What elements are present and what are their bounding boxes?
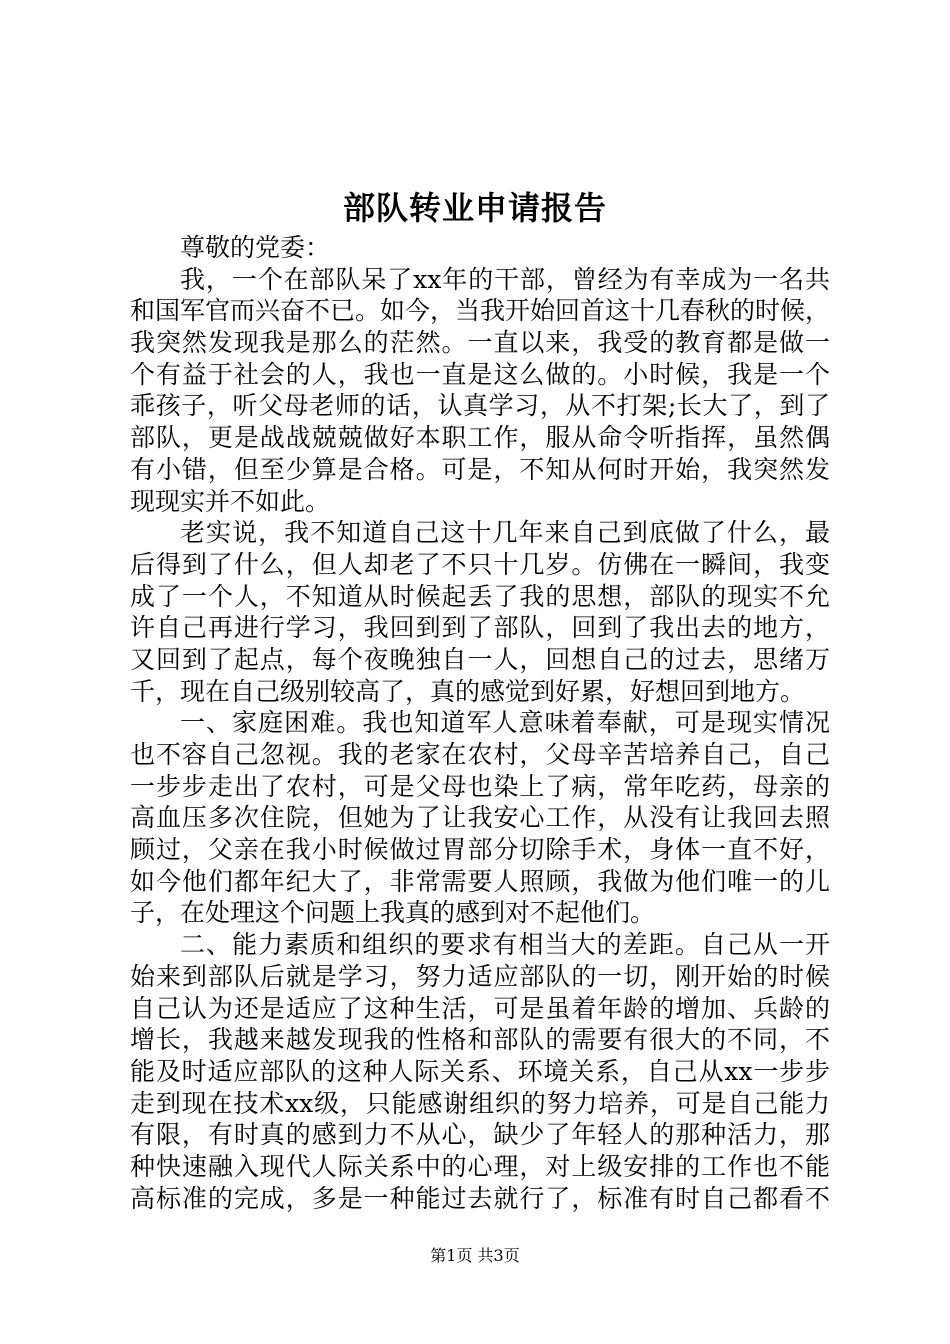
text-line: 乖孩子，听父母老师的话，认真学习，从不打架;长大了，到了 xyxy=(130,391,830,421)
text-line: 走到现在技术xx级，只能感谢组织的努力培养，可是自己能力 xyxy=(130,1088,830,1118)
text-line: 一步步走出了农村，可是父母也染上了病，常年吃药，母亲的 xyxy=(130,771,830,801)
text-line: 有限，有时真的感到力不从心，缺少了年轻人的那种活力，那 xyxy=(130,1120,830,1150)
text-line: 有小错，但至少算是合格。可是，不知从何时开始，我突然发 xyxy=(130,454,830,484)
text-line: 千，现在自己级别较高了，真的感觉到好累，好想回到地方。 xyxy=(130,676,806,706)
text-line: 种快速融入现代人际关系中的心理，对上级安排的工作也不能 xyxy=(130,1151,830,1181)
text-line: 部队，更是战战兢兢做好本职工作，服从命令听指挥，虽然偶 xyxy=(130,423,830,453)
text-line: 自己认为还是适应了这种生活，可是虽着年龄的增加、兵龄的 xyxy=(130,993,830,1023)
text-line: 增长，我越来越发现我的性格和部队的需要有很大的不同，不 xyxy=(130,1025,830,1055)
text-line: 始来到部队后就是学习，努力适应部队的一切，刚开始的时候 xyxy=(130,961,830,991)
text-line: 后得到了什么，但人却老了不只十几岁。仿佛在一瞬间，我变 xyxy=(130,549,830,579)
text-line: 子，在处理这个问题上我真的感到对不起他们。 xyxy=(130,898,656,928)
text-line: 高标准的完成，多是一种能过去就行了，标准有时自己都看不 xyxy=(130,1183,830,1213)
page-footer: 第1页 共3页 xyxy=(430,1246,520,1265)
text-line: 尊敬的党委： xyxy=(180,233,331,262)
text-line: 一、家庭困难。我也知道军人意味着奉献，可是现实情况 xyxy=(180,708,830,738)
text-line: 高血压多次住院，但她为了让我安心工作，从没有让我回去照 xyxy=(130,803,830,833)
text-line: 二、能力素质和组织的要求有相当大的差距。自己从一开 xyxy=(180,930,830,960)
text-line: 也不容自己忽视。我的老家在农村，父母辛苦培养自己，自己 xyxy=(130,740,830,769)
text-line: 个有益于社会的人，我也一直是这么做的。小时候，我是一个 xyxy=(130,359,830,389)
text-line: 我突然发现我是那么的茫然。一直以来，我受的教育都是做一 xyxy=(130,328,830,358)
text-line: 又回到了起点，每个夜晚独自一人，回想自己的过去，思绪万 xyxy=(130,644,830,674)
text-line: 成了一个人，不知道从时候起丢了我的思想，部队的现实不允 xyxy=(130,581,830,611)
text-line: 我，一个在部队呆了xx年的干部，曾经为有幸成为一名共 xyxy=(180,264,830,294)
text-line: 许自己再进行学习，我回到到了部队，回到了我出去的地方， xyxy=(130,613,830,643)
text-line: 老实说，我不知道自己这十几年来自己到底做了什么，最 xyxy=(180,518,830,548)
document-body xyxy=(130,232,830,1214)
text-line: 能及时适应部队的这种人际关系、环境关系，自己从xx一步步 xyxy=(130,1056,830,1086)
text-line: 现现实并不如此。 xyxy=(130,486,331,516)
text-line: 顾过，父亲在我小时候做过胃部分切除手术，身体一直不好， xyxy=(130,835,830,865)
text-line: 如今他们都年纪大了，非常需要人照顾，我做为他们唯一的儿 xyxy=(130,866,830,896)
text-line: 和国军官而兴奋不已。如今，当我开始回首这十几春秋的时候， xyxy=(130,296,831,326)
document-title: 部队转业申请报告 xyxy=(342,189,607,227)
